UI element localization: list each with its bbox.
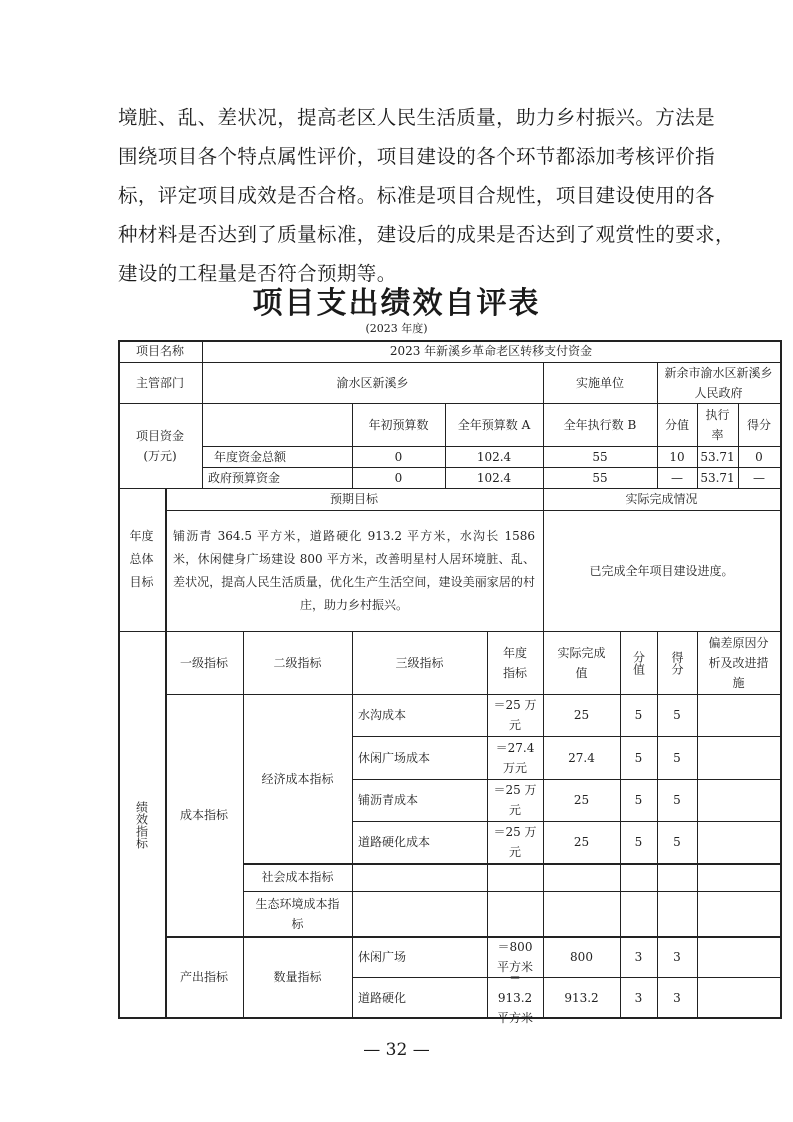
perf-header-score-value-text: 分值 — [631, 650, 646, 675]
dept-value-text: 渝水区新溪乡 — [336, 375, 409, 390]
project-name-label-text: 项目名称 — [135, 344, 184, 358]
perf-row-target — [487, 821, 543, 863]
funds-row-annual — [445, 467, 543, 488]
page-subtitle: (2023 年度) — [365, 322, 428, 335]
perf-header-actual — [543, 631, 620, 694]
funds-header-annual — [445, 403, 543, 446]
funds-label-line: 项目资金 — [135, 428, 184, 443]
funds-row-initial — [352, 446, 445, 467]
actual-text — [543, 510, 780, 631]
dept-label — [118, 362, 202, 403]
perf-row-score-text: 3 — [673, 990, 681, 1005]
perf-row-score-value — [620, 694, 657, 736]
body-line: 种材料是否达到了质量标准，建设后的成果是否达到了观赏性的要求， — [118, 223, 735, 246]
goal-label — [118, 488, 165, 631]
project-name-value — [202, 340, 780, 362]
perf-row-score-value — [620, 736, 657, 779]
perf-row-score-value-text: 5 — [634, 750, 643, 765]
dept-value — [202, 362, 543, 403]
impl-value-text: 新余市渝水区新溪乡人民政府 — [664, 365, 773, 400]
perf-row-target-text: ＝25 万元 — [493, 698, 537, 732]
funds-row-initial-text: 0 — [394, 449, 403, 464]
funds-row-label — [202, 467, 352, 488]
perf-header-score — [657, 631, 697, 694]
perf-row-deviation — [697, 821, 780, 863]
funds-header-score-value-text: 分值 — [664, 417, 689, 432]
perf-row-level3-text: 休闲广场成本 — [358, 750, 431, 765]
perf-row-target — [487, 863, 543, 891]
perf-row-deviation — [697, 936, 780, 977]
perf-row-deviation — [697, 891, 780, 936]
perf-row-level3 — [352, 779, 487, 821]
perf-row-target-text: ＝27.4 万元 — [495, 740, 535, 775]
perf-row-level3-text: 道路硬化成本 — [358, 835, 431, 849]
perf-header-score-text: 得分 — [670, 650, 684, 675]
perf-level2-quantity-text: 数量指标 — [273, 970, 322, 984]
funds-row-label-text: 年度资金总额 — [214, 449, 287, 464]
perf-level2-social — [243, 863, 352, 891]
perf-row-deviation — [697, 779, 780, 821]
funds-row-rate — [697, 467, 738, 488]
body-line: 围绕项目各个特点属性评价，项目建设的各个环节都添加考核评价指 — [118, 145, 716, 168]
perf-row-score-value-text: 5 — [634, 793, 643, 807]
goal-label-line: 目标 — [129, 575, 154, 589]
perf-header-deviation-text: 偏差原因分析及改进措施 — [708, 635, 769, 690]
funds-row-score-text: — — [753, 470, 765, 485]
perf-row-score-value — [620, 821, 657, 863]
funds-header-rate — [697, 403, 738, 446]
perf-row-level3-text: 水沟成本 — [358, 708, 407, 722]
funds-row-label-text: 政府预算资金 — [208, 470, 281, 485]
goal-label-line: 年度 — [129, 529, 154, 543]
perf-row-actual-text: 913.2 — [564, 990, 599, 1005]
funds-header-executed-text: 全年执行数 B — [563, 417, 637, 432]
perf-row-actual — [543, 694, 620, 736]
perf-row-score — [657, 977, 697, 1018]
perf-row-target-text: ＝800 平方米 — [496, 939, 533, 974]
perf-row-score — [657, 821, 697, 863]
perf-row-level3 — [352, 821, 487, 863]
perf-row-target-text: ＝25 万元 — [493, 783, 537, 817]
expected-goal-header-text: 预期目标 — [329, 492, 378, 506]
funds-header-annual-text: 全年预算数 A — [457, 417, 531, 432]
perf-row-actual-text: 25 — [573, 708, 590, 722]
funds-header-initial — [352, 403, 445, 446]
perf-row-target — [487, 970, 543, 1025]
funds-row-score-value — [657, 467, 697, 488]
perf-row-actual — [543, 863, 620, 891]
perf-header-level2-text: 二级指标 — [273, 655, 322, 670]
perf-label — [118, 631, 165, 1018]
perf-label-text: 绩效指标 — [134, 800, 149, 849]
funds-row-executed-text: 55 — [592, 470, 608, 485]
funds-header-score — [738, 403, 780, 446]
perf-row-score-value — [620, 977, 657, 1018]
perf-row-score-value — [620, 779, 657, 821]
perf-row-score — [657, 863, 697, 891]
perf-level2-eco-text: 生态环境成本指标 — [255, 896, 340, 931]
funds-row-rate-text: 53.71 — [700, 470, 735, 485]
funds-header-initial-text: 年初预算数 — [368, 417, 429, 432]
perf-row-score-text: 5 — [673, 708, 681, 722]
table-rule — [780, 340, 782, 1019]
perf-level1-cost — [165, 694, 243, 936]
funds-header-score-value — [657, 403, 697, 446]
perf-row-actual-text: 25 — [573, 835, 590, 849]
perf-row-level3 — [352, 736, 487, 779]
perf-row-score-text: 3 — [673, 949, 681, 964]
impl-label — [543, 362, 657, 403]
perf-header-level2 — [243, 631, 352, 694]
perf-row-score-value-text: 5 — [634, 708, 643, 722]
funds-row-score-value-text: — — [671, 470, 683, 485]
perf-row-actual-text: 27.4 — [568, 750, 595, 765]
expected-goal-text — [165, 510, 543, 631]
perf-row-level3 — [352, 977, 487, 1018]
perf-row-actual — [543, 779, 620, 821]
perf-row-score-text: 5 — [673, 793, 681, 807]
perf-row-level3-text: 休闲广场 — [358, 949, 407, 964]
perf-header-actual-text: 实际完成值 — [557, 645, 606, 680]
perf-header-level1-text: 一级指标 — [179, 655, 228, 670]
perf-row-score-value-text: 3 — [634, 990, 643, 1005]
impl-label-text: 实施单位 — [575, 375, 624, 390]
perf-level2-economic-text: 经济成本指标 — [261, 771, 334, 786]
page-title: 项目支出绩效自评表 — [252, 286, 541, 321]
perf-row-level3-text: 道路硬化 — [358, 990, 407, 1005]
body-line: 建设的工程量是否符合预期等。 — [118, 262, 397, 285]
funds-row-label — [202, 446, 352, 467]
perf-row-deviation — [697, 977, 780, 1018]
perf-row-score — [657, 891, 697, 936]
funds-row-score — [738, 446, 780, 467]
goal-label-line: 总体 — [129, 552, 154, 566]
body-line: 标，评定项目成效是否合格。标准是项目合规性，项目建设使用的各 — [118, 184, 716, 207]
perf-level2-economic — [243, 694, 352, 863]
funds-row-annual-text: 102.4 — [476, 470, 512, 485]
perf-header-level3-text: 三级指标 — [395, 655, 444, 670]
dept-label-text: 主管部门 — [135, 375, 184, 390]
perf-row-score-value — [620, 936, 657, 977]
perf-row-target — [487, 779, 543, 821]
perf-header-target — [487, 631, 543, 694]
perf-row-level3 — [352, 891, 487, 936]
perf-row-score — [657, 779, 697, 821]
perf-row-deviation — [697, 694, 780, 736]
funds-row-annual — [445, 446, 543, 467]
funds-row-annual-text: 102.4 — [476, 449, 512, 464]
perf-row-target — [487, 736, 543, 779]
actual-text-text: 已完成全年项目建设进度。 — [589, 563, 734, 578]
body-line: 境脏、乱、差状况，提高老区人民生活质量，助力乡村振兴。方法是 — [118, 106, 716, 129]
perf-header-level1 — [165, 631, 243, 694]
perf-row-score-value — [620, 863, 657, 891]
perf-row-target-text: ＝913.2 平方米 — [496, 970, 533, 1025]
perf-row-actual-text: 25 — [573, 793, 590, 807]
perf-row-actual — [543, 936, 620, 977]
perf-header-deviation — [697, 631, 780, 694]
funds-row-score — [738, 467, 780, 488]
expected-goal-header — [165, 488, 543, 510]
funds-row-score-value — [657, 446, 697, 467]
funds-label-line: (万元) — [143, 448, 177, 463]
perf-row-level3-text: 铺沥青成本 — [358, 793, 419, 807]
project-name-value-text: 2023 年新溪乡革命老区转移支付资金 — [389, 344, 593, 358]
perf-header-score-value — [620, 631, 657, 694]
perf-row-score — [657, 736, 697, 779]
page-number: — 32 — — [363, 1040, 430, 1060]
perf-row-score — [657, 694, 697, 736]
funds-row-executed — [543, 446, 657, 467]
perf-row-score-value — [620, 891, 657, 936]
perf-row-actual — [543, 891, 620, 936]
funds-row-rate — [697, 446, 738, 467]
perf-row-level3 — [352, 694, 487, 736]
perf-row-score-text: 5 — [673, 750, 681, 765]
perf-row-target-text: ＝25 万元 — [493, 825, 537, 859]
funds-row-executed — [543, 467, 657, 488]
perf-level1-output-text: 产出指标 — [179, 970, 228, 984]
actual-header-text: 实际完成情况 — [625, 492, 698, 506]
perf-row-score — [657, 936, 697, 977]
perf-row-target — [487, 891, 543, 936]
perf-row-score-value-text: 3 — [634, 949, 643, 964]
perf-level1-cost-text: 成本指标 — [179, 808, 228, 822]
perf-header-target-text: 年度指标 — [502, 645, 527, 680]
funds-row-executed-text: 55 — [592, 449, 608, 464]
funds-row-rate-text: 53.71 — [700, 449, 735, 464]
funds-row-initial — [352, 467, 445, 488]
perf-row-actual — [543, 977, 620, 1018]
funds-header-rate-text: 执行率 — [705, 407, 730, 442]
funds-row-score-value-text: 10 — [669, 449, 685, 464]
perf-level1-output — [165, 936, 243, 1018]
funds-row-initial-text: 0 — [394, 470, 403, 485]
funds-header-score-text: 得分 — [746, 417, 771, 432]
funds-label — [118, 403, 202, 488]
perf-header-level3 — [352, 631, 487, 694]
perf-row-score-value-text: 5 — [634, 835, 643, 849]
perf-row-actual — [543, 821, 620, 863]
impl-value — [657, 362, 780, 403]
funds-header-executed — [543, 403, 657, 446]
perf-level2-social-text: 社会成本指标 — [261, 870, 334, 884]
funds-row-score-text: 0 — [755, 449, 763, 464]
perf-row-level3 — [352, 863, 487, 891]
perf-row-deviation — [697, 863, 780, 891]
perf-level2-quantity — [243, 936, 352, 1018]
perf-row-deviation — [697, 736, 780, 779]
perf-row-target — [487, 694, 543, 736]
perf-row-actual — [543, 736, 620, 779]
perf-row-score-text: 5 — [673, 835, 681, 849]
perf-row-level3 — [352, 936, 487, 977]
perf-row-actual-text: 800 — [570, 949, 593, 964]
perf-level2-eco — [243, 891, 352, 936]
expected-goal-text-text: 铺沥青 364.5 平方米，道路硬化 913.2 平方米，水沟长 1586 米，休闲健身广场建设 800 平方米，改善明星村人居环境脏、乱、差状况，提高人民生活质量，优化生产生活空间，建设美丽家居的村庄，助力乡村振兴。 — [173, 528, 535, 612]
project-name-label — [118, 340, 202, 362]
actual-header — [543, 488, 780, 510]
